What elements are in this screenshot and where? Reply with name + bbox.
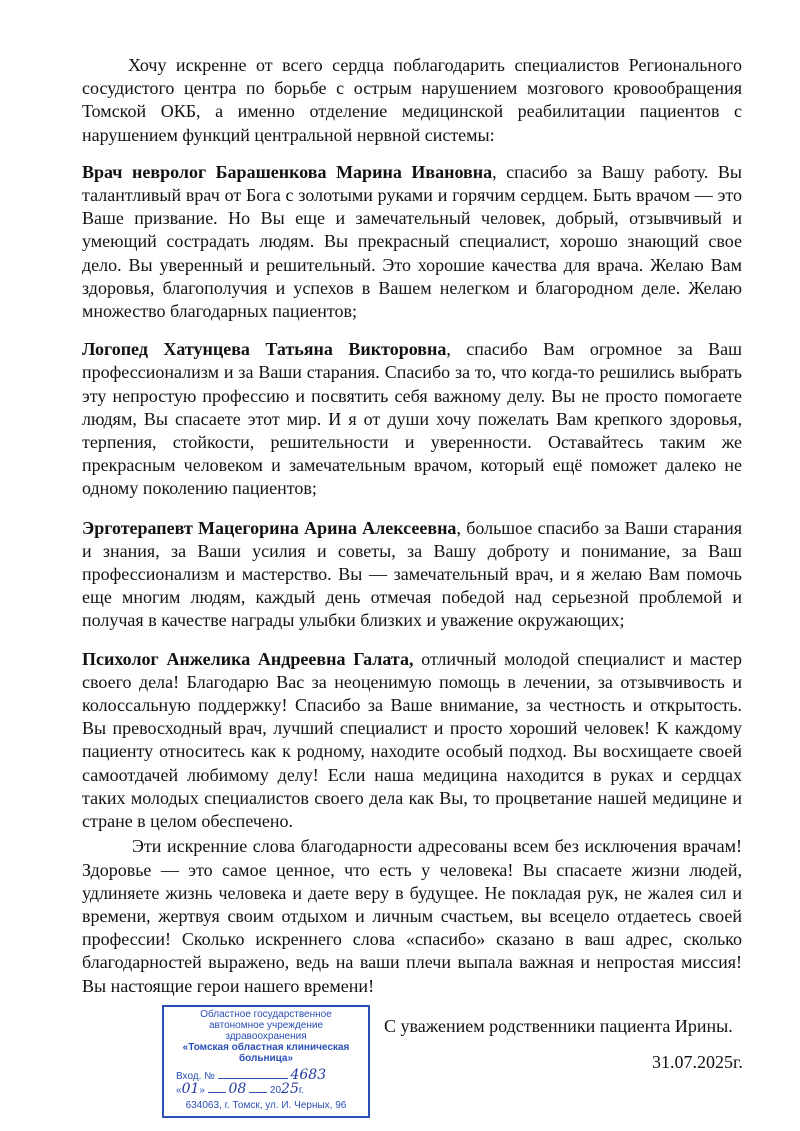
section-speech-therapist	[82, 338, 742, 500]
section-name: Врач невролог Барашенкова Марина Ивановна	[82, 161, 493, 182]
intro-paragraph: Хочу искренне от всего сердца поблагодарить специалистов Регионального сосудистого центра по борьбе с острым нарушением мозгового кровообращения Томской ОКБ, а именно отделение медицинской реабилитации пациентов с нарушением функций центральной нервной системы:	[82, 55, 742, 145]
stamp-year-suffix: 25	[281, 1081, 299, 1097]
section-psychologist	[82, 648, 742, 834]
stamp-line: автономное учреждение	[208, 1020, 324, 1031]
stamp-line: здравоохранения	[225, 1031, 307, 1042]
section-name: Эрготерапевт Мацегорина Арина Алексеевна	[82, 517, 457, 538]
section-text: , большое спасибо за Ваши старания и знания, за Ваши усилия и советы, за Вашу доброту и понимание, за Ваш профессионализм и мастерство. Вы — замечательный врач, и я желаю Вам помочь еще многим людям, каждый день отмечая победой над серьезной проблемой и получая в качестве награды улыбки близких и уважение окружающих;	[82, 517, 742, 631]
section-name: Психолог Анжелика Андреевна Галата,	[82, 648, 414, 669]
letter-date: 31.07.2025г.	[652, 1052, 743, 1072]
section-neurologist	[82, 161, 742, 323]
stamp-date-row: «01» 08 2025г.	[176, 1081, 305, 1097]
registration-stamp	[162, 1005, 370, 1118]
section-text: , спасибо Вам огромное за Ваш профессионализм и за Ваши старания. Спасибо за то, что когда-то решились выбрать эту непростую профессию и посвятить себя важному делу. Вы не просто помогаете людям, Вы спасаете этот мир. И я от души хочу пожелать Вам крепкого здоровья, терпения, стойкости, решительности и уверенности. Оставайтесь таким же прекрасным человеком и замечательным врачом, который ещё поможет далеко не одному поколению пациентов;	[82, 339, 742, 499]
section-ergotherapist	[82, 517, 742, 633]
section-text: отличный молодой специалист и мастер своего дела! Благодарю Вас за неоценимую помощь в лечении, за отзывчивость и колоссальную поддержку! Спасибо за Ваше внимание, за честность и открытость. Вы превосходный врач, лучший специалист и просто хороший человек! К каждому пациенту относитесь как к родному, находите особый подход. Вы восхищаете своей самоотдачей любимому делу! Если наша медицина находится в руках и сердцах таких молодых специалистов своего дела как Вы, то процветание нашей медицине и стране в целом обеспечено.	[82, 648, 742, 832]
stamp-year-end: г.	[298, 1085, 305, 1096]
stamp-month: 08	[228, 1081, 247, 1097]
section-name: Логопед Хатунцева Татьяна Викторовна	[82, 339, 447, 360]
signature-line: С уважением родственники пациента Ирины.	[384, 1016, 733, 1036]
stamp-org-name: больница»	[238, 1053, 294, 1064]
stamp-entry-label: Вход. №	[176, 1071, 215, 1082]
stamp-entry-number: 4683	[290, 1067, 327, 1083]
closing-paragraph: Эти искренние слова благодарности адресованы всем без исключения врачам! Здоровье — это самое ценное, что есть у человека! Вы спасаете жизни людей, удлиняете жизнь человека и даете веру в будущее. Не покладая рук, не жалея сил и времени, жертвуя своим отдыхом и личным счастьем, вы всецело отдаетесь своей профессии! Сколько искреннего слова «спасибо» сказано в ваш адрес, сколько благодарностей выражено, ведь на ваши плечи выпала важная и непростая миссия! Вы настоящие герои нашего времени!	[82, 836, 742, 996]
stamp-year-prefix: 20	[269, 1085, 282, 1096]
letter-body	[82, 54, 742, 998]
stamp-line: Областное государственное	[200, 1009, 332, 1020]
stamp-day: 01	[181, 1081, 200, 1097]
stamp-org-name: «Томская областная клиническая	[182, 1042, 350, 1053]
stamp-address: 634063, г. Томск, ул. И. Черных, 96	[185, 1100, 347, 1111]
section-text: , спасибо за Вашу работу. Вы талантливый врач от Бога с золотыми руками и горячим сердцем. Быть врачом — это Ваше призвание. Но Вы еще и замечательный человек, добрый, отзывчивый и умеющий сострадать людям. Вы прекрасный специалист, хорошо знающий свое дело. Вы уверенный и решительный. Это хорошие качества для врача. Желаю Вам здоровья, благополучия и успехов в Вашем нелегком и благородном деле. Желаю множество благодарных пациентов;	[82, 161, 742, 322]
